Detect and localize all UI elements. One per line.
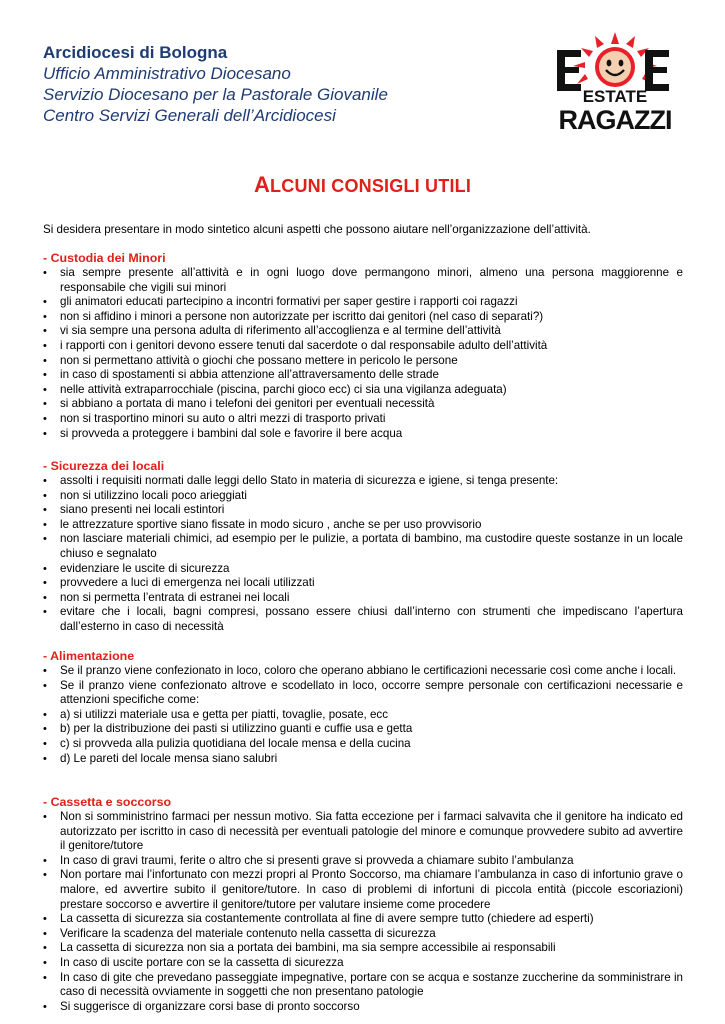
list-item: • Verificare la scadenza del materiale contenuto nella cassetta di sicurezza	[43, 927, 683, 942]
list-item: • Si suggerisce di organizzare corsi base di pronto soccorso	[43, 1000, 683, 1015]
list-item: • provvedere a luci di emergenza nei locali utilizzati	[43, 576, 683, 591]
sun-eye	[619, 60, 624, 67]
page-title	[0, 172, 725, 198]
bullet-list	[43, 266, 683, 441]
list-item: • c) si provveda alla pulizia quotidiana del locale mensa e della cucina	[43, 737, 683, 752]
section-alimentazione	[43, 649, 683, 766]
list-item: • La cassetta di sicurezza sia costantemente controllata al fine di avere sempre tutto (chiedere ad esperti)	[43, 912, 683, 927]
estate-ragazzi-logo	[553, 30, 677, 134]
section-custodia-minori	[43, 251, 683, 441]
list-item: • In caso di gite che prevedano passeggiate impegnative, portare con se acqua e sostanze zuccherine da somministrare in caso di necessità ovviamente in soggetti che non presentano patologie	[43, 971, 683, 1000]
letterhead	[43, 42, 503, 126]
section-heading: - Custodia dei Minori	[43, 251, 166, 265]
list-item: • non si permetta l’entrata di estranei nei locali	[43, 591, 683, 606]
letter-e-right	[645, 50, 669, 91]
intro-paragraph: Si desidera presentare in modo sintetico alcuni aspetti che possono aiutare nell’organizzazione dell’attività.	[43, 223, 591, 236]
list-item: • evitare che i locali, bagni compresi, possano essere chiusi dall’interno con strumenti che impediscano l’apertura dall’esterno in caso di necessità	[43, 605, 683, 634]
section-sicurezza-locali	[43, 459, 683, 635]
logo-word-state: ESTATE	[582, 87, 648, 106]
list-item: • non si permettano attività o giochi che possano mettere in pericolo le persone	[43, 354, 683, 369]
list-item: • Se il pranzo viene confezionato in loco, coloro che operano abbiano le certificazioni necessarie così come anche i locali.	[43, 664, 683, 679]
list-item: • le attrezzature sportive siano fissate in modo sicuro , anche se per uso provvisorio	[43, 518, 683, 533]
letter-e-left	[557, 50, 581, 91]
list-item: • In caso di gravi traumi, ferite o altro che si presenti grave si provveda a chiamare subito l’ambulanza	[43, 854, 683, 869]
list-item: • assolti i requisiti normati dalle leggi dello Stato in materia di sicurezza e igiene, si tenga presente:	[43, 474, 683, 489]
list-item: • Non portare mai l’infortunato con mezzi propri al Pronto Soccorso, ma chiamare l’ambulanza in caso di infortunio grave o malore, ed avvertire subito il genitore/tutore. In caso di problemi di infortuni di piccola entità (piccole escoriazioni) prestare soccorso e avvertire il genitore/tutore per valutare insieme come procedere	[43, 868, 683, 912]
sun-logo-icon	[553, 30, 677, 134]
title-initial: A	[253, 172, 271, 197]
title-rest: LCUNI CONSIGLI UTILI	[270, 176, 472, 196]
list-item: • si provveda a proteggere i bambini dal sole e favorire il bere acqua	[43, 427, 683, 442]
list-item: • gli animatori educati partecipino a incontri formativi per saper gestire i rapporti coi ragazzi	[43, 295, 683, 310]
list-item: • Se il pranzo viene confezionato altrove e scodellato in loco, occorre sempre personale con certificazioni necessarie e attenzioni specifiche come:	[43, 679, 683, 708]
list-item: • non si affidino i minori a persone non autorizzate per iscritto dai genitori (nel caso di separati?)	[43, 310, 683, 325]
list-item: • b) per la distribuzione dei pasti si utilizzino guanti e cuffie usa e getta	[43, 722, 683, 737]
office-line: Centro Servizi Generali dell’Arcidiocesi	[43, 106, 336, 125]
bullet-list	[43, 810, 683, 1014]
list-item: • siano presenti nei locali estintori	[43, 503, 683, 518]
list-item: • La cassetta di sicurezza non sia a portata dei bambini, ma sia sempre accessibile ai responsabili	[43, 941, 683, 956]
section-heading: - Cassetta e soccorso	[43, 795, 172, 809]
bullet-list	[43, 474, 683, 635]
list-item: • non si trasportino minori su auto o altri mezzi di trasporto privati	[43, 412, 683, 427]
list-item: • nelle attività extraparrocchiale (piscina, parchi gioco ecc) ci sia una vigilanza adeguata)	[43, 383, 683, 398]
section-heading: - Alimentazione	[43, 649, 135, 663]
organization-name: Arcidiocesi di Bologna	[43, 43, 228, 62]
list-item: • In caso di uscite portare con se la cassetta di sicurezza	[43, 956, 683, 971]
sun-face	[599, 51, 631, 83]
office-line: Servizio Diocesano per la Pastorale Giovanile	[43, 85, 388, 104]
list-item: • sia sempre presente all’attività e in ogni luogo dove permangono minori, almeno una persona maggiorenne e responsabile che vigili sui minori	[43, 266, 683, 295]
list-item: • in caso di spostamenti si abbia attenzione all’attraversamento delle strade	[43, 368, 683, 383]
section-heading: - Sicurezza dei locali	[43, 459, 165, 473]
list-item: • non lasciare materiali chimici, ad esempio per le pulizie, a portata di bambino, ma custodire queste sostanze in un locale chiuso e segnalato	[43, 532, 683, 561]
office-line: Ufficio Amministrativo Diocesano	[43, 64, 291, 83]
bullet-list	[43, 664, 683, 766]
list-item: • d) Le pareti del locale mensa siano salubri	[43, 752, 683, 767]
list-item: • non si utilizzino locali poco arieggiati	[43, 489, 683, 504]
list-item: • i rapporti con i genitori devono essere tenuti dal sacerdote o dal responsabile adulto dell’attività	[43, 339, 683, 354]
list-item: • a) si utilizzi materiale usa e getta per piatti, tovaglie, posate, ecc	[43, 708, 683, 723]
list-item: • vi sia sempre una persona adulta di riferimento all’accoglienza e al termine dell’attività	[43, 324, 683, 339]
list-item: • si abbiano a portata di mano i telefoni dei genitori per eventuali necessità	[43, 397, 683, 412]
list-item: • evidenziare le uscite di sicurezza	[43, 562, 683, 577]
sun-eye	[607, 60, 612, 67]
section-cassetta-soccorso	[43, 795, 683, 1014]
logo-word-ragazzi: RAGAZZI	[558, 105, 672, 134]
list-item: • Non si somministrino farmaci per nessun motivo. Sia fatta eccezione per i farmaci salvavita che il genitore ha indicato ed autorizzato per iscritto in caso di necessità per eventuali patologie del minore e comunque provvedere subito ad avvertire il genitore/tutore	[43, 810, 683, 854]
